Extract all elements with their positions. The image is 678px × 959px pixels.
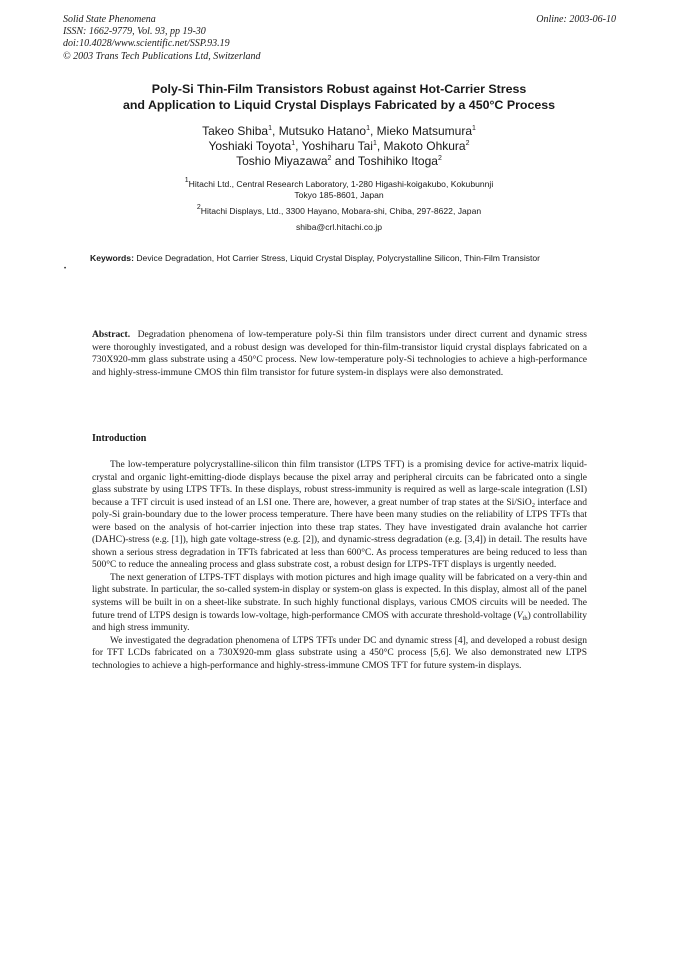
author-line-1 [40, 124, 638, 139]
affiliation-2 [40, 206, 638, 217]
affiliation-number: 1 [184, 177, 189, 184]
paragraph: The next generation of LTPS-TFT displays with motion pictures and high image quality will be fabricated on a very-thin and light substrate. In particular, the so-called system-in display or system-on glass is expected. In this display, almost all of the panel systems will be built in on a sheet-like substrate. In such highly functional displays, various CMOS circuits will be needed. The future trend of LTPS design is towards low-voltage, high-performance CMOS with accurate threshold-voltage $(V_{th})$ controllability and high stress immunity. [92, 572, 587, 634]
journal-copyright: © 2003 Trans Tech Publications Ltd, Switzerland [63, 50, 261, 62]
author-name: Makoto Ohkura [383, 139, 466, 153]
paragraph: The low-temperature polycrystalline-silicon thin film transistor (LTPS TFT) is a promising device for active-matrix liquid-crystal and organic light-emitting-diode displays because the pixel array and peripheral circuits can be fabricated onto a single glass substrate by using LTPS TFTs. In these displays, robust stress-immunity is required as well as large-scale integration (LSI) because a TFT circuit is used instead of an LSI one. There are, however, a great number of trap states at the Si/SiO$_2$ interface and poly-Si grain-boundary due to the lower process temperature. There have been many studies on the reliability of LTPS TFTs that were based on the analysis of hot-carrier injection into these trap states. They have investigated drain avalanche hot carrier (DAHC)-stress (e.g. [1]), high gate voltage-stress (e.g. [2]), and dynamic-stress degradation (e.g. [3,4]) in detail. The results have shown a serious stress degradation in TFTs fabricated at less than 600°C. As process temperatures are being reduced to less than 500°C to reduce the annealing process and glass substrate cost, a robust design for LTPS-TFT displays is urgently needed. [92, 460, 587, 571]
author-affiliation-mark: 2 [437, 155, 442, 162]
author-affiliation-mark: 2 [465, 140, 470, 147]
author-name: Yoshiaki Toyota [208, 139, 292, 153]
abstract-section [92, 329, 587, 379]
author-separator: and [331, 154, 358, 168]
author-affiliation-mark: 1 [268, 125, 273, 132]
author-separator: , [295, 139, 302, 153]
author-name: Takeo Shiba [202, 124, 269, 138]
affiliation-1-line-1: Hitachi Ltd., Central Research Laboratory, 1-280 Higashi-koigakubo, Kokubunnji [188, 179, 494, 189]
abstract-label: Abstract. [92, 329, 131, 340]
author-affiliation-mark: 2 [327, 155, 332, 162]
affiliation-1 [40, 179, 638, 201]
author-name: Toshihiko Itoga [357, 154, 438, 168]
journal-issn: ISSN: 1662-9779, Vol. 93, pp 19-30 [63, 26, 206, 38]
online-date: Online: 2003-06-10 [536, 14, 616, 25]
affiliation-1-line-2: Tokyo 185-8601, Japan [294, 190, 384, 200]
author-list [40, 124, 638, 169]
affiliation-2-line-1: Hitachi Displays, Ltd., 3300 Hayano, Mobara-shi, Chiba, 297-8622, Japan [200, 206, 482, 216]
author-affiliation-mark: 1 [366, 125, 370, 132]
keywords-label: Keywords: [90, 253, 134, 263]
author-affiliation-mark: 1 [372, 140, 377, 147]
author-affiliation-mark: 1 [472, 125, 476, 132]
journal-name: Solid State Phenomena [63, 14, 156, 25]
contact-email[interactable]: shiba@crl.hitachi.co.jp [295, 222, 383, 232]
author-name: Mieko Matsumura [376, 124, 473, 138]
introduction-body [92, 459, 587, 672]
keywords-section [90, 253, 550, 264]
affiliation-number: 2 [196, 204, 201, 211]
author-name: Mutsuko Hatano [278, 124, 367, 138]
author-affiliation-mark: 1 [291, 140, 296, 147]
author-line-2 [40, 139, 638, 154]
author-name: Toshio Miyazawa [236, 154, 328, 168]
abstract-text: Degradation phenomena of low-temperature poly-Si thin film transistors under direct current and dynamic stress were thoroughly investigated, and a robust design was developed for thin-film-transistor liquid crystal displays fabricated on a 730X920-mm glass substrate using a 450°C process. New low-temperature poly-Si technologies to achieve a high-performance and highly-stress-immune CMOS thin film transistor for future system-in displays were also demonstrated. [92, 329, 588, 378]
paper-title [40, 82, 638, 113]
paper-title-line-1: Poly-Si Thin-Film Transistors Robust against Hot-Carrier Stress [151, 82, 527, 96]
author-separator: , [376, 139, 384, 153]
author-separator: , [272, 124, 279, 138]
introduction-heading: Introduction [92, 433, 147, 444]
paragraph: We investigated the degradation phenomena of LTPS TFTs under DC and dynamic stress [4], and developed a robust design for TFT LCDs fabricated on a 730X920-mm glass substrate using a 450°C process [5,6]. We also demonstrated new LTPS technologies to achieve a high-performance and highly-stress-immune CMOS TFT for future system-in displays. [92, 635, 587, 671]
author-name: Yoshiharu Tai [301, 139, 373, 153]
keywords-text: Device Degradation, Hot Carrier Stress, Liquid Crystal Display, Polycrystalline Silicon, Thin-Film Transistor [136, 253, 541, 263]
author-separator: , [369, 124, 377, 138]
journal-doi[interactable]: doi:10.4028/www.scientific.net/SSP.93.19 [63, 38, 230, 50]
paper-title-line-2: and Application to Liquid Crystal Displays Fabricated by a 450°C Process [122, 97, 556, 112]
author-line-3 [40, 154, 638, 169]
bullet-mark: • [64, 266, 67, 272]
journal-header [63, 14, 261, 63]
